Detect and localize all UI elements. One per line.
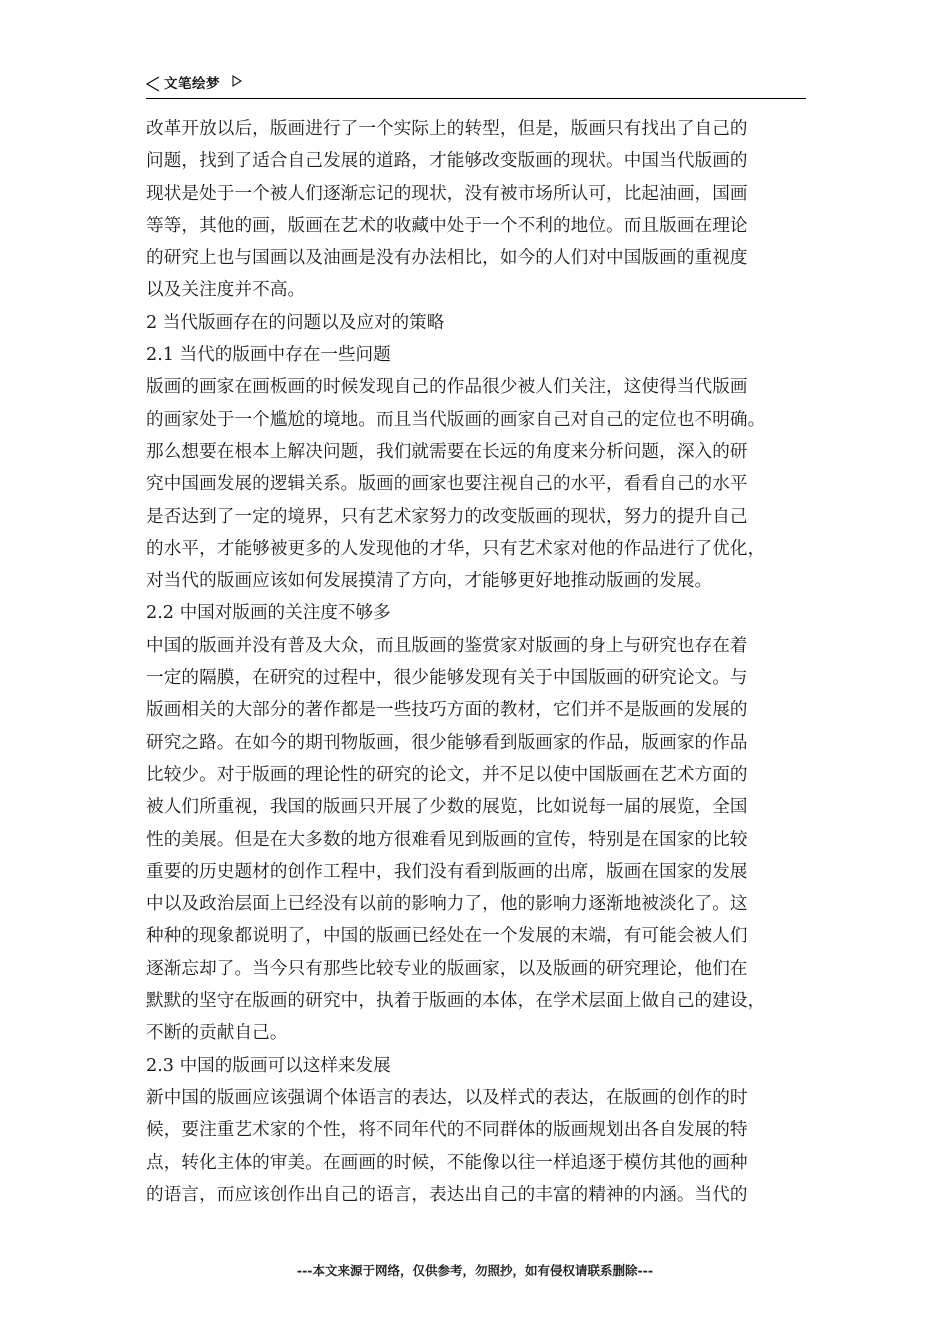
text-line: 候，要注重艺术家的个性，将不同年代的不同群体的版画规划出各自发展的特 bbox=[146, 1120, 748, 1141]
section-heading: 2.3 中国的版画可以这样来发展 bbox=[146, 1055, 391, 1076]
text-line: 重要的历史题材的创作工程中，我们没有看到版画的出席，版画在国家的发展 bbox=[146, 861, 748, 882]
text-line: 比较少。对于版画的理论性的研究的论文，并不足以使中国版画在艺术方面的 bbox=[146, 764, 748, 785]
text-line: 种种的现象都说明了，中国的版画已经处在一个发展的末端，有可能会被人们 bbox=[146, 926, 748, 947]
text-line: 一定的隔膜，在研究的过程中，很少能够发现有关于中国版画的研究论文。与 bbox=[146, 668, 748, 689]
text-line: 的语言，而应该创作出自己的语言，表达出自己的丰富的精神的内涵。当代的 bbox=[146, 1184, 748, 1205]
text-line: 问题，找到了适合自己发展的道路，才能够改变版画的现状。中国当代版画的 bbox=[146, 151, 748, 172]
page-header bbox=[146, 72, 806, 99]
text-line: 的研究上也与国画以及油画是没有办法相比，如今的人们对中国版画的重视度 bbox=[146, 248, 748, 269]
section-heading: 2.2 中国对版画的关注度不够多 bbox=[146, 603, 391, 624]
text-line: 性的美展。但是在大多数的地方很难看见到版画的宣传，特别是在国家的比较 bbox=[146, 829, 748, 850]
text-line: 的水平，才能够被更多的人发现他的才华，只有艺术家对他的作品进行了优化， bbox=[146, 538, 766, 559]
text-line: 新中国的版画应该强调个体语言的表达，以及样式的表达，在版画的创作的时 bbox=[146, 1087, 748, 1108]
right-triangle-icon bbox=[232, 75, 242, 87]
text-line: 那么想要在根本上解决问题，我们就需要在长远的角度来分析问题，深入的研 bbox=[146, 441, 748, 462]
text-line: 的画家处于一个尴尬的境地。而且当代版画的画家自己对自己的定位也不明确。 bbox=[146, 409, 766, 430]
disclaimer-footer: ---本文来源于网络，仅供参考，勿照抄，如有侵权请联系删除--- bbox=[296, 1263, 654, 1278]
text-line: 中以及政治层面上已经没有以前的影响力了，他的影响力逐渐地被淡化了。这 bbox=[146, 894, 748, 915]
text-line: 默默的坚守在版画的研究中，执着于版画的本体，在学术层面上做自己的建设， bbox=[146, 991, 766, 1012]
text-line: 研究之路。在如今的期刊物版画，很少能够看到版画家的作品，版画家的作品 bbox=[146, 732, 748, 753]
section-heading: 2.1 当代的版画中存在一些问题 bbox=[146, 345, 391, 366]
text-line: 现状是处于一个被人们逐渐忘记的现状，没有被市场所认可，比起油画，国画 bbox=[146, 183, 748, 204]
brand-name: 文笔绘梦 bbox=[164, 76, 220, 92]
text-line: 对当代的版画应该如何发展摸清了方向，才能够更好地推动版画的发展。 bbox=[146, 571, 713, 592]
text-line: 点，转化主体的审美。在画画的时候，不能像以往一样追逐于模仿其他的画种 bbox=[146, 1152, 748, 1173]
section-heading: 2 当代版画存在的问题以及应对的策略 bbox=[146, 312, 445, 333]
text-line: 中国的版画并没有普及大众，而且版画的鉴赏家对版画的身上与研究也存在着 bbox=[146, 635, 748, 656]
text-line: 版画相关的大部分的著作都是一些技巧方面的教材，它们并不是版画的发展的 bbox=[146, 700, 748, 721]
text-line: 被人们所重视，我国的版画只开展了少数的展览，比如说每一届的展览，全国 bbox=[146, 797, 748, 818]
left-triangle-icon bbox=[146, 76, 160, 92]
text-line: 改革开放以后，版画进行了一个实际上的转型，但是，版画只有找出了自己的 bbox=[146, 119, 748, 139]
document-body bbox=[146, 113, 806, 1211]
text-line: 究中国画发展的逻辑关系。版画的画家也要注视自己的水平，看看自己的水平 bbox=[146, 474, 748, 495]
text-line: 是否达到了一定的境界，只有艺术家努力的改变版画的现状，努力的提升自己 bbox=[146, 506, 748, 527]
text-line: 版画的画家在画板画的时候发现自己的作品很少被人们关注，这使得当代版画 bbox=[146, 377, 748, 398]
text-line: 等等，其他的画，版画在艺术的收藏中处于一个不利的地位。而且版画在理论 bbox=[146, 215, 748, 236]
text-line: 逐渐忘却了。当今只有那些比较专业的版画家，以及版画的研究理论，他们在 bbox=[146, 958, 748, 979]
text-line: 以及关注度并不高。 bbox=[146, 280, 306, 301]
text-line: 不断的贡献自己。 bbox=[146, 1023, 288, 1044]
